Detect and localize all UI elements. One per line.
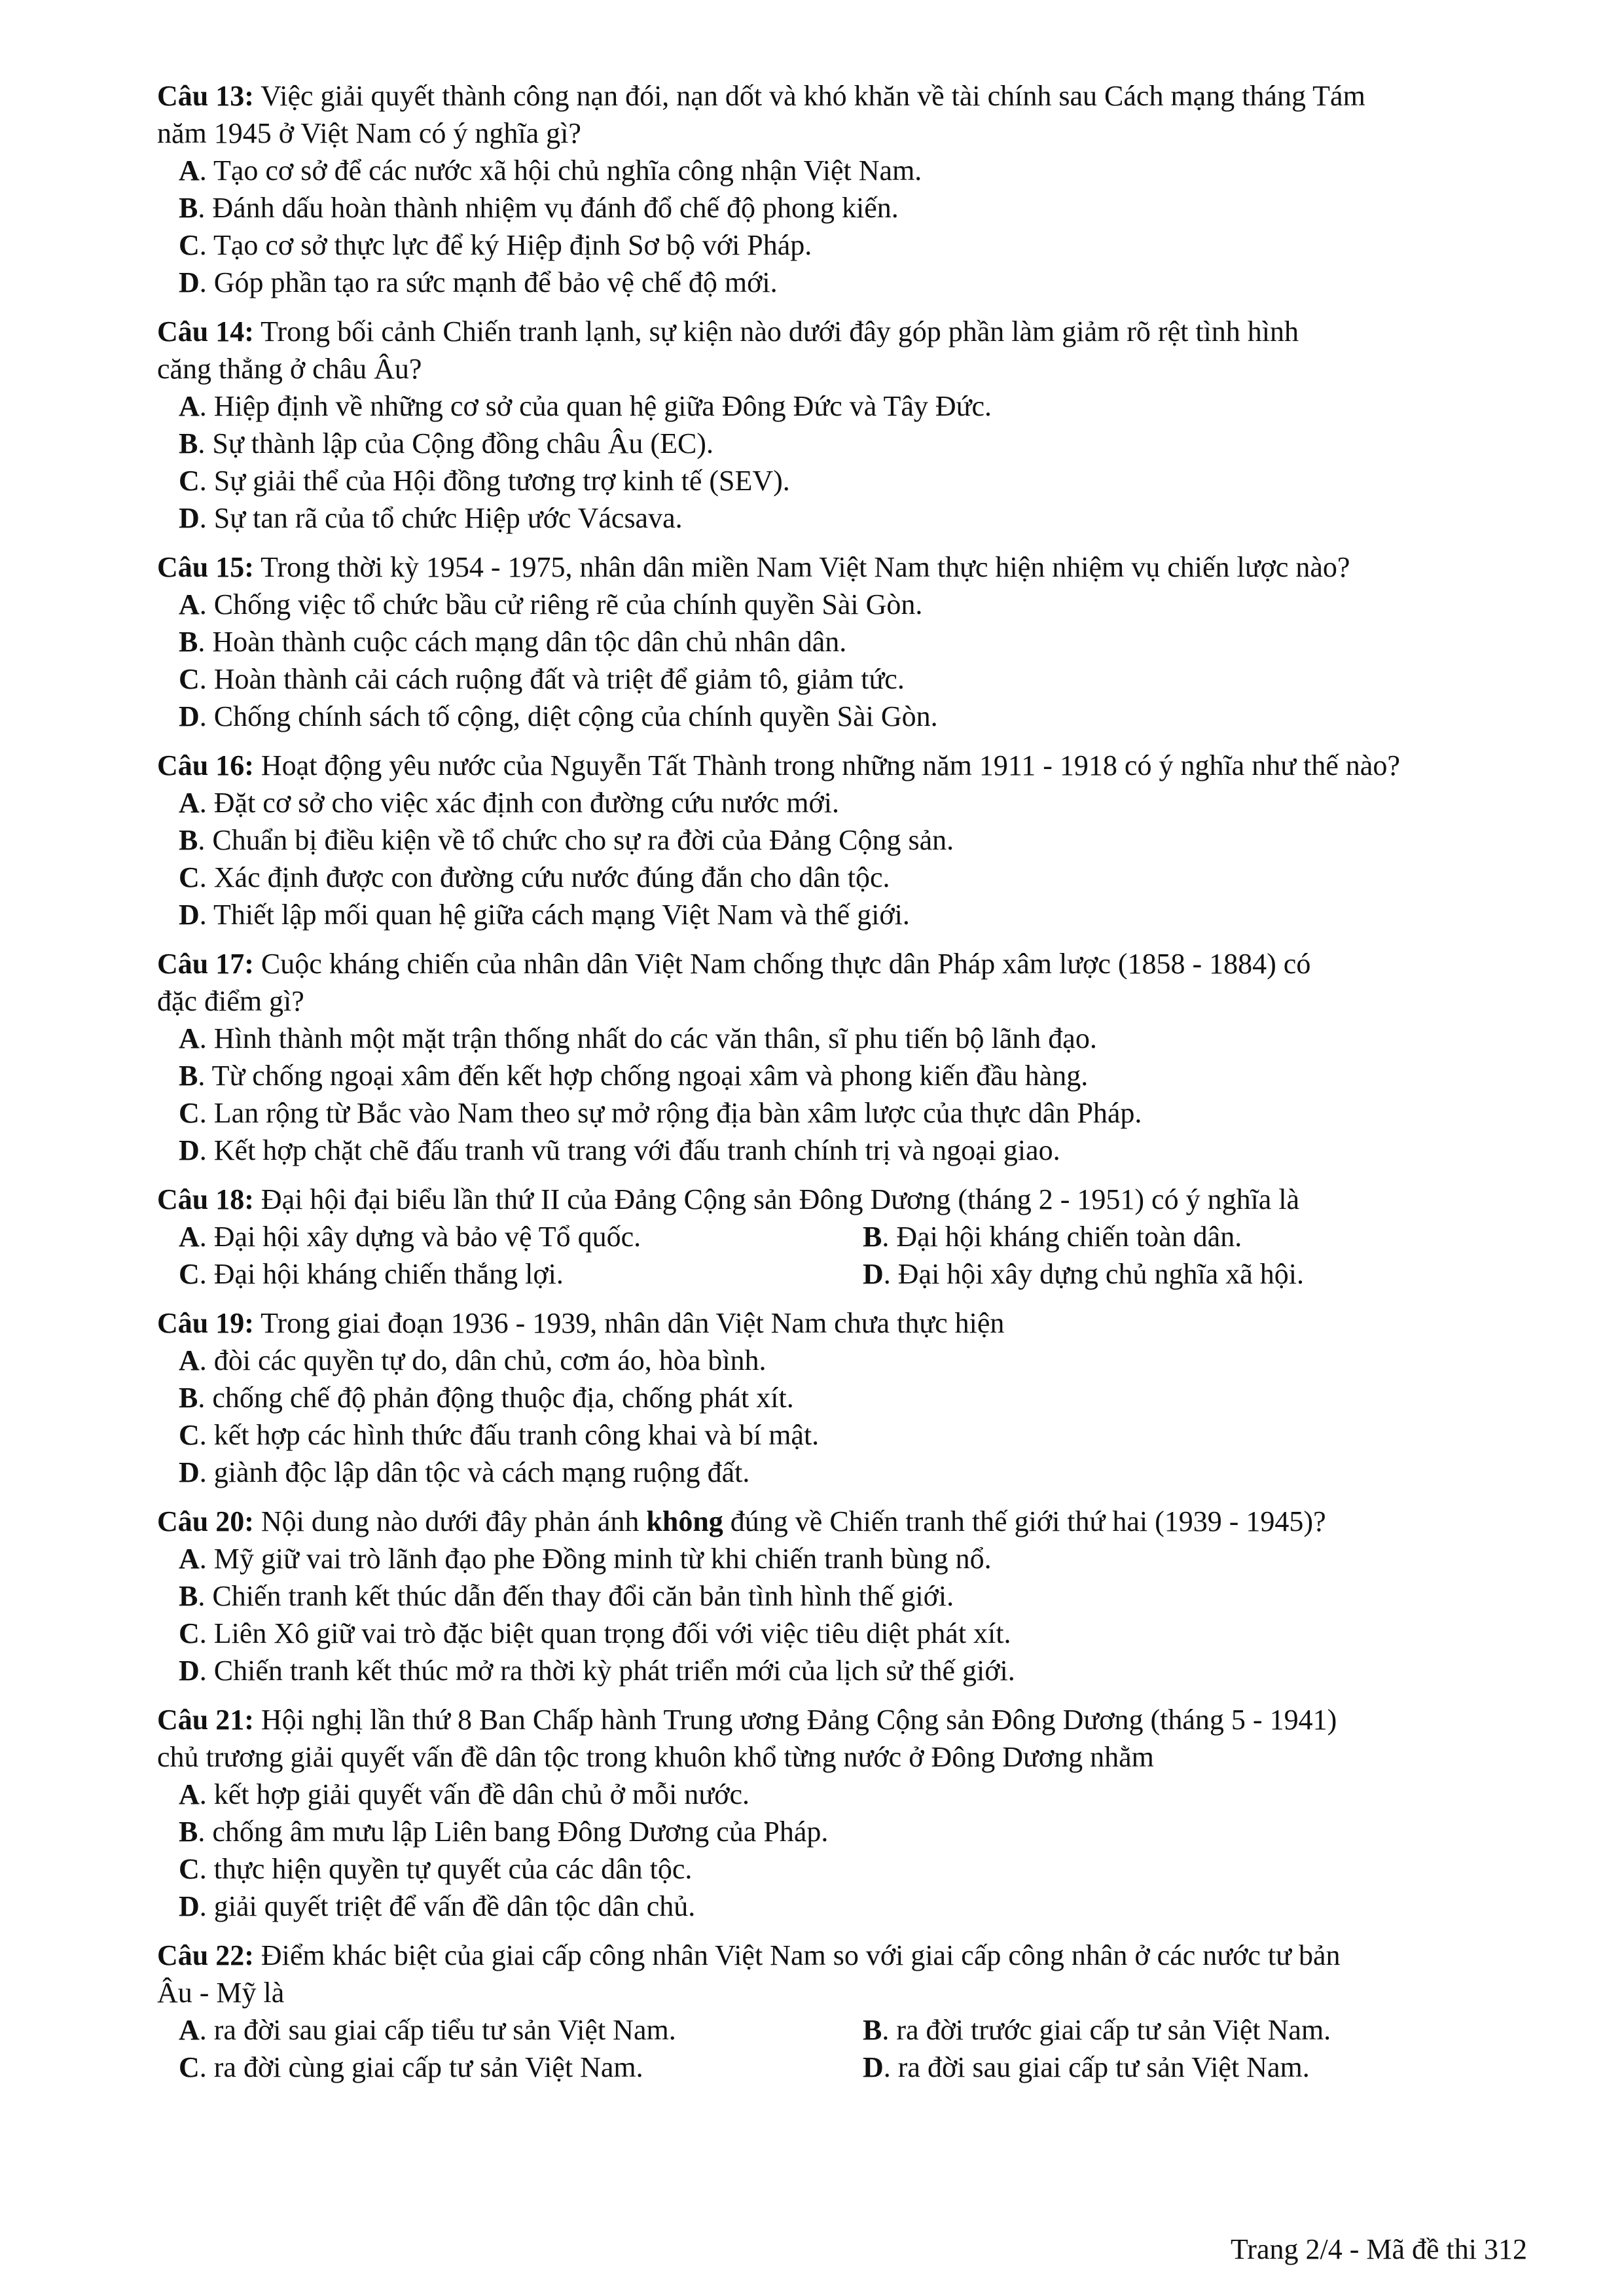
stem-line: Âu - Mỹ là (157, 1977, 285, 2009)
option-d: D. Thiết lập mối quan hệ giữa cách mạng Việt Nam và thế giới. (179, 899, 910, 931)
option-text: Chống chính sách tố cộng, diệt cộng của chính quyền Sài Gòn. (213, 700, 938, 732)
option-label: B (863, 1221, 882, 1253)
question-stem (157, 1937, 1526, 2011)
option-label: C (179, 1617, 200, 1649)
stem-text: Nội dung nào dưới đây phản ánh (261, 1505, 647, 1537)
option-text: Sự tan rã của tổ chức Hiệp ước Vácsava. (213, 502, 683, 534)
option-text: Đặt cơ sở cho việc xác định con đường cứu nước mới. (213, 787, 839, 819)
stem-line: Hội nghị lần thứ 8 Ban Chấp hành Trung ương Đảng Cộng sản Đông Dương (tháng 5 - 1941) (261, 1704, 1337, 1736)
option-b: B. Sự thành lập của Cộng đồng châu Âu (EC). (179, 427, 713, 459)
option-text: chống chế độ phản động thuộc địa, chống phát xít. (212, 1382, 794, 1414)
option-label: D (179, 266, 200, 298)
stem-line: Cuộc kháng chiến của nhân dân Việt Nam chống thực dân Pháp xâm lược (1858 - 1884) có (261, 948, 1311, 980)
option-d: D. Chiến tranh kết thúc mở ra thời kỳ phát triển mới của lịch sử thế giới. (179, 1655, 1015, 1687)
option-label: A (179, 390, 200, 422)
option-b: B. Hoàn thành cuộc cách mạng dân tộc dân chủ nhân dân. (179, 626, 847, 658)
option-c: C. kết hợp các hình thức đấu tranh công khai và bí mật. (179, 1419, 820, 1451)
option-b: B. Từ chống ngoại xâm đến kết hợp chống ngoại xâm và phong kiến đầu hàng. (179, 1060, 1089, 1092)
option-text: ra đời sau giai cấp tiểu tư sản Việt Nam. (213, 2014, 676, 2046)
option-a: A. đòi các quyền tự do, dân chủ, cơm áo, hòa bình. (179, 1344, 767, 1376)
option-label: B (179, 1060, 198, 1092)
question-label: Câu 18: (157, 1183, 254, 1215)
option-label: C (179, 1853, 200, 1885)
question-17 (157, 945, 1526, 1169)
question-stem (157, 945, 1526, 1020)
question-stem (157, 1304, 1526, 1342)
question-stem (157, 1701, 1526, 1776)
stem-emphasis: không (646, 1505, 723, 1537)
option-d: D. ra đời sau giai cấp tư sản Việt Nam. (863, 2051, 1310, 2083)
option-c: C. thực hiện quyền tự quyết của các dân tộc. (179, 1853, 693, 1885)
option-text: Mỹ giữ vai trò lãnh đạo phe Đồng minh từ khi chiến tranh bùng nổ. (213, 1543, 992, 1575)
option-a: A. ra đời sau giai cấp tiểu tư sản Việt Nam. (179, 2014, 676, 2046)
stem-line: Trong thời kỳ 1954 - 1975, nhân dân miền Nam Việt Nam thực hiện nhiệm vụ chiến lược nào? (261, 551, 1350, 583)
option-text: Đại hội kháng chiến thắng lợi. (213, 1258, 564, 1290)
option-text: Chống việc tổ chức bầu cử riêng rẽ của chính quyền Sài Gòn. (213, 588, 923, 620)
option-text: Hoàn thành cải cách ruộng đất và triệt để giảm tô, giảm tức. (213, 663, 905, 695)
option-c: C. Hoàn thành cải cách ruộng đất và triệt để giảm tô, giảm tức. (179, 663, 905, 695)
option-label: C (179, 1258, 200, 1290)
question-13 (157, 77, 1526, 301)
option-text: giành độc lập dân tộc và cách mạng ruộng đất. (213, 1456, 750, 1488)
option-a: A. kết hợp giải quyết vấn đề dân chủ ở mỗi nước. (179, 1778, 750, 1810)
stem-line: năm 1945 ở Việt Nam có ý nghĩa gì? (157, 117, 581, 149)
option-text: Từ chống ngoại xâm đến kết hợp chống ngoại xâm và phong kiến đầu hàng. (211, 1060, 1089, 1092)
option-text: Xác định được con đường cứu nước đúng đắn cho dân tộc. (213, 861, 890, 893)
option-text: ra đời trước giai cấp tư sản Việt Nam. (896, 2014, 1331, 2046)
option-a: A. Mỹ giữ vai trò lãnh đạo phe Đồng minh từ khi chiến tranh bùng nổ. (179, 1543, 992, 1575)
question-15 (157, 548, 1526, 735)
option-b: B. Đại hội kháng chiến toàn dân. (863, 1221, 1242, 1253)
option-text: Đại hội kháng chiến toàn dân. (896, 1221, 1242, 1253)
page-footer: Trang 2/4 - Mã đề thi 312 (1230, 2233, 1527, 2265)
option-label: A (179, 588, 200, 620)
option-text: Góp phần tạo ra sức mạnh để bảo vệ chế độ mới. (213, 266, 778, 298)
option-text: thực hiện quyền tự quyết của các dân tộc. (213, 1853, 693, 1885)
option-row (157, 1255, 1526, 1293)
exam-page (157, 77, 1526, 2098)
option-text: Liên Xô giữ vai trò đặc biệt quan trọng đối với việc tiêu diệt phát xít. (213, 1617, 1011, 1649)
option-row (157, 2049, 1526, 2086)
question-label: Câu 15: (157, 551, 254, 583)
option-label: D (863, 1258, 884, 1290)
question-16 (157, 747, 1526, 933)
stem-line: chủ trương giải quyết vấn đề dân tộc trong khuôn khổ từng nước ở Đông Dương nhằm (157, 1741, 1154, 1773)
option-d: D. Chống chính sách tố cộng, diệt cộng của chính quyền Sài Gòn. (179, 700, 938, 732)
option-label: B (179, 824, 198, 856)
option-label: A (179, 1344, 200, 1376)
option-d: D. Sự tan rã của tổ chức Hiệp ước Vácsava. (179, 502, 683, 534)
option-d: D. Đại hội xây dựng chủ nghĩa xã hội. (863, 1258, 1304, 1290)
question-stem (157, 548, 1526, 586)
option-label: B (179, 1382, 198, 1414)
option-label: B (179, 626, 198, 658)
question-19 (157, 1304, 1526, 1491)
option-c: C. Lan rộng từ Bắc vào Nam theo sự mở rộng địa bàn xâm lược của thực dân Pháp. (179, 1097, 1142, 1129)
question-20 (157, 1503, 1526, 1689)
option-text: ra đời cùng giai cấp tư sản Việt Nam. (213, 2051, 643, 2083)
option-text: Kết hợp chặt chẽ đấu tranh vũ trang với đấu tranh chính trị và ngoại giao. (213, 1134, 1060, 1166)
option-b: B. chống âm mưu lập Liên bang Đông Dương của Pháp. (179, 1816, 829, 1848)
question-label: Câu 19: (157, 1307, 254, 1339)
option-c: C. Tạo cơ sở thực lực để ký Hiệp định Sơ bộ với Pháp. (179, 229, 812, 261)
option-text: Đánh dấu hoàn thành nhiệm vụ đánh đổ chế độ phong kiến. (212, 192, 899, 224)
option-label: A (179, 1221, 200, 1253)
option-d: D. giải quyết triệt để vấn đề dân tộc dân chủ. (179, 1890, 696, 1922)
option-a: A. Đặt cơ sở cho việc xác định con đường cứu nước mới. (179, 787, 839, 819)
option-label: D (179, 1655, 200, 1687)
option-label: B (179, 427, 198, 459)
option-text: Hiệp định về những cơ sở của quan hệ giữa Đông Đức và Tây Đức. (213, 390, 992, 422)
option-text: Hoàn thành cuộc cách mạng dân tộc dân chủ nhân dân. (212, 626, 847, 658)
option-label: C (179, 861, 200, 893)
option-label: A (179, 1022, 200, 1054)
option-c: C. Xác định được con đường cứu nước đúng đắn cho dân tộc. (179, 861, 890, 893)
question-18 (157, 1181, 1526, 1293)
option-label: C (179, 229, 200, 261)
question-stem (157, 77, 1526, 152)
stem-line: căng thẳng ở châu Âu? (157, 353, 422, 385)
option-a: A. Hình thành một mặt trận thống nhất do các văn thân, sĩ phu tiến bộ lãnh đạo. (179, 1022, 1097, 1054)
option-text: Đại hội xây dựng và bảo vệ Tổ quốc. (213, 1221, 641, 1253)
option-text: Hình thành một mặt trận thống nhất do các văn thân, sĩ phu tiến bộ lãnh đạo. (213, 1022, 1097, 1054)
option-a: A. Tạo cơ sở để các nước xã hội chủ nghĩa công nhận Việt Nam. (179, 154, 922, 187)
option-b: B. ra đời trước giai cấp tư sản Việt Nam. (863, 2014, 1331, 2046)
option-label: A (179, 1778, 200, 1810)
option-b: B. Đánh dấu hoàn thành nhiệm vụ đánh đổ chế độ phong kiến. (179, 192, 899, 224)
option-text: kết hợp các hình thức đấu tranh công khai và bí mật. (213, 1419, 820, 1451)
option-b: B. chống chế độ phản động thuộc địa, chống phát xít. (179, 1382, 794, 1414)
option-text: chống âm mưu lập Liên bang Đông Dương của Pháp. (212, 1816, 829, 1848)
option-text: Sự giải thể của Hội đồng tương trợ kinh tế (SEV). (213, 465, 790, 497)
option-label: D (863, 2051, 884, 2083)
question-label: Câu 21: (157, 1704, 254, 1736)
option-label: A (179, 1543, 200, 1575)
option-a: A. Đại hội xây dựng và bảo vệ Tổ quốc. (179, 1221, 641, 1253)
option-b: B. Chuẩn bị điều kiện về tổ chức cho sự ra đời của Đảng Cộng sản. (179, 824, 954, 856)
option-text: đòi các quyền tự do, dân chủ, cơm áo, hòa bình. (213, 1344, 767, 1376)
question-label: Câu 20: (157, 1505, 254, 1537)
question-stem (157, 313, 1526, 387)
option-c: C. Liên Xô giữ vai trò đặc biệt quan trọng đối với việc tiêu diệt phát xít. (179, 1617, 1011, 1649)
option-label: D (179, 899, 200, 931)
question-stem (157, 1503, 1526, 1540)
option-text: kết hợp giải quyết vấn đề dân chủ ở mỗi nước. (213, 1778, 750, 1810)
option-label: C (179, 663, 200, 695)
option-label: D (179, 1134, 200, 1166)
option-text: Chuẩn bị điều kiện về tổ chức cho sự ra đời của Đảng Cộng sản. (212, 824, 954, 856)
stem-line: Việc giải quyết thành công nạn đói, nạn dốt và khó khăn về tài chính sau Cách mạng tháng Tám (261, 80, 1365, 112)
option-text: Đại hội xây dựng chủ nghĩa xã hội. (897, 1258, 1304, 1290)
option-label: C (179, 1097, 200, 1129)
option-label: B (863, 2014, 882, 2046)
option-c: C. Sự giải thể của Hội đồng tương trợ kinh tế (SEV). (179, 465, 790, 497)
stem-line: Trong bối cảnh Chiến tranh lạnh, sự kiện nào dưới đây góp phần làm giảm rõ rệt tình hình (261, 315, 1299, 348)
option-label: B (179, 1580, 198, 1612)
option-text: Tạo cơ sở để các nước xã hội chủ nghĩa công nhận Việt Nam. (213, 154, 922, 187)
option-d: D. Góp phần tạo ra sức mạnh để bảo vệ chế độ mới. (179, 266, 778, 298)
option-label: C (179, 2051, 200, 2083)
option-text: giải quyết triệt để vấn đề dân tộc dân chủ. (213, 1890, 696, 1922)
option-text: Tạo cơ sở thực lực để ký Hiệp định Sơ bộ với Pháp. (213, 229, 812, 261)
option-text: Sự thành lập của Cộng đồng châu Âu (EC). (212, 427, 713, 459)
option-text: Lan rộng từ Bắc vào Nam theo sự mở rộng địa bàn xâm lược của thực dân Pháp. (213, 1097, 1142, 1129)
question-21 (157, 1701, 1526, 1925)
option-label: C (179, 1419, 200, 1451)
question-label: Câu 14: (157, 315, 254, 348)
option-a: A. Chống việc tổ chức bầu cử riêng rẽ của chính quyền Sài Gòn. (179, 588, 923, 620)
option-c: C. ra đời cùng giai cấp tư sản Việt Nam. (179, 2051, 643, 2083)
question-22 (157, 1937, 1526, 2086)
stem-line: Điểm khác biệt của giai cấp công nhân Việt Nam so với giai cấp công nhân ở các nước tư bản (261, 1939, 1341, 1971)
option-label: A (179, 154, 200, 187)
option-d: D. Kết hợp chặt chẽ đấu tranh vũ trang với đấu tranh chính trị và ngoại giao. (179, 1134, 1060, 1166)
stem-line: Hoạt động yêu nước của Nguyễn Tất Thành trong những năm 1911 - 1918 có ý nghĩa như thế nào? (261, 749, 1400, 781)
option-text: ra đời sau giai cấp tư sản Việt Nam. (897, 2051, 1310, 2083)
question-label: Câu 22: (157, 1939, 254, 1971)
question-label: Câu 17: (157, 948, 254, 980)
option-label: B (179, 192, 198, 224)
option-text: Chiến tranh kết thúc dẫn đến thay đổi căn bản tình hình thế giới. (212, 1580, 954, 1612)
option-label: A (179, 2014, 200, 2046)
option-label: B (179, 1816, 198, 1848)
question-label: Câu 16: (157, 749, 254, 781)
option-text: Thiết lập mối quan hệ giữa cách mạng Việt Nam và thế giới. (213, 899, 910, 931)
question-label: Câu 13: (157, 80, 254, 112)
option-a: A. Hiệp định về những cơ sở của quan hệ giữa Đông Đức và Tây Đức. (179, 390, 992, 422)
question-stem (157, 747, 1526, 784)
option-text: Chiến tranh kết thúc mở ra thời kỳ phát triển mới của lịch sử thế giới. (213, 1655, 1015, 1687)
option-label: D (179, 1890, 200, 1922)
option-label: D (179, 502, 200, 534)
question-14 (157, 313, 1526, 537)
question-stem (157, 1181, 1526, 1218)
option-row (157, 1218, 1526, 1255)
stem-line: Trong giai đoạn 1936 - 1939, nhân dân Việt Nam chưa thực hiện (261, 1307, 1005, 1339)
option-label: D (179, 700, 200, 732)
option-label: C (179, 465, 200, 497)
option-label: D (179, 1456, 200, 1488)
option-row (157, 2011, 1526, 2049)
stem-text: đúng về Chiến tranh thế giới thứ hai (1939 - 1945)? (723, 1505, 1326, 1537)
stem-line: Đại hội đại biểu lần thứ II của Đảng Cộng sản Đông Dương (tháng 2 - 1951) có ý nghĩa là (261, 1183, 1300, 1215)
option-d: D. giành độc lập dân tộc và cách mạng ruộng đất. (179, 1456, 750, 1488)
stem-line: đặc điểm gì? (157, 985, 304, 1017)
option-b: B. Chiến tranh kết thúc dẫn đến thay đổi căn bản tình hình thế giới. (179, 1580, 954, 1612)
option-c: C. Đại hội kháng chiến thắng lợi. (179, 1258, 564, 1290)
option-label: A (179, 787, 200, 819)
